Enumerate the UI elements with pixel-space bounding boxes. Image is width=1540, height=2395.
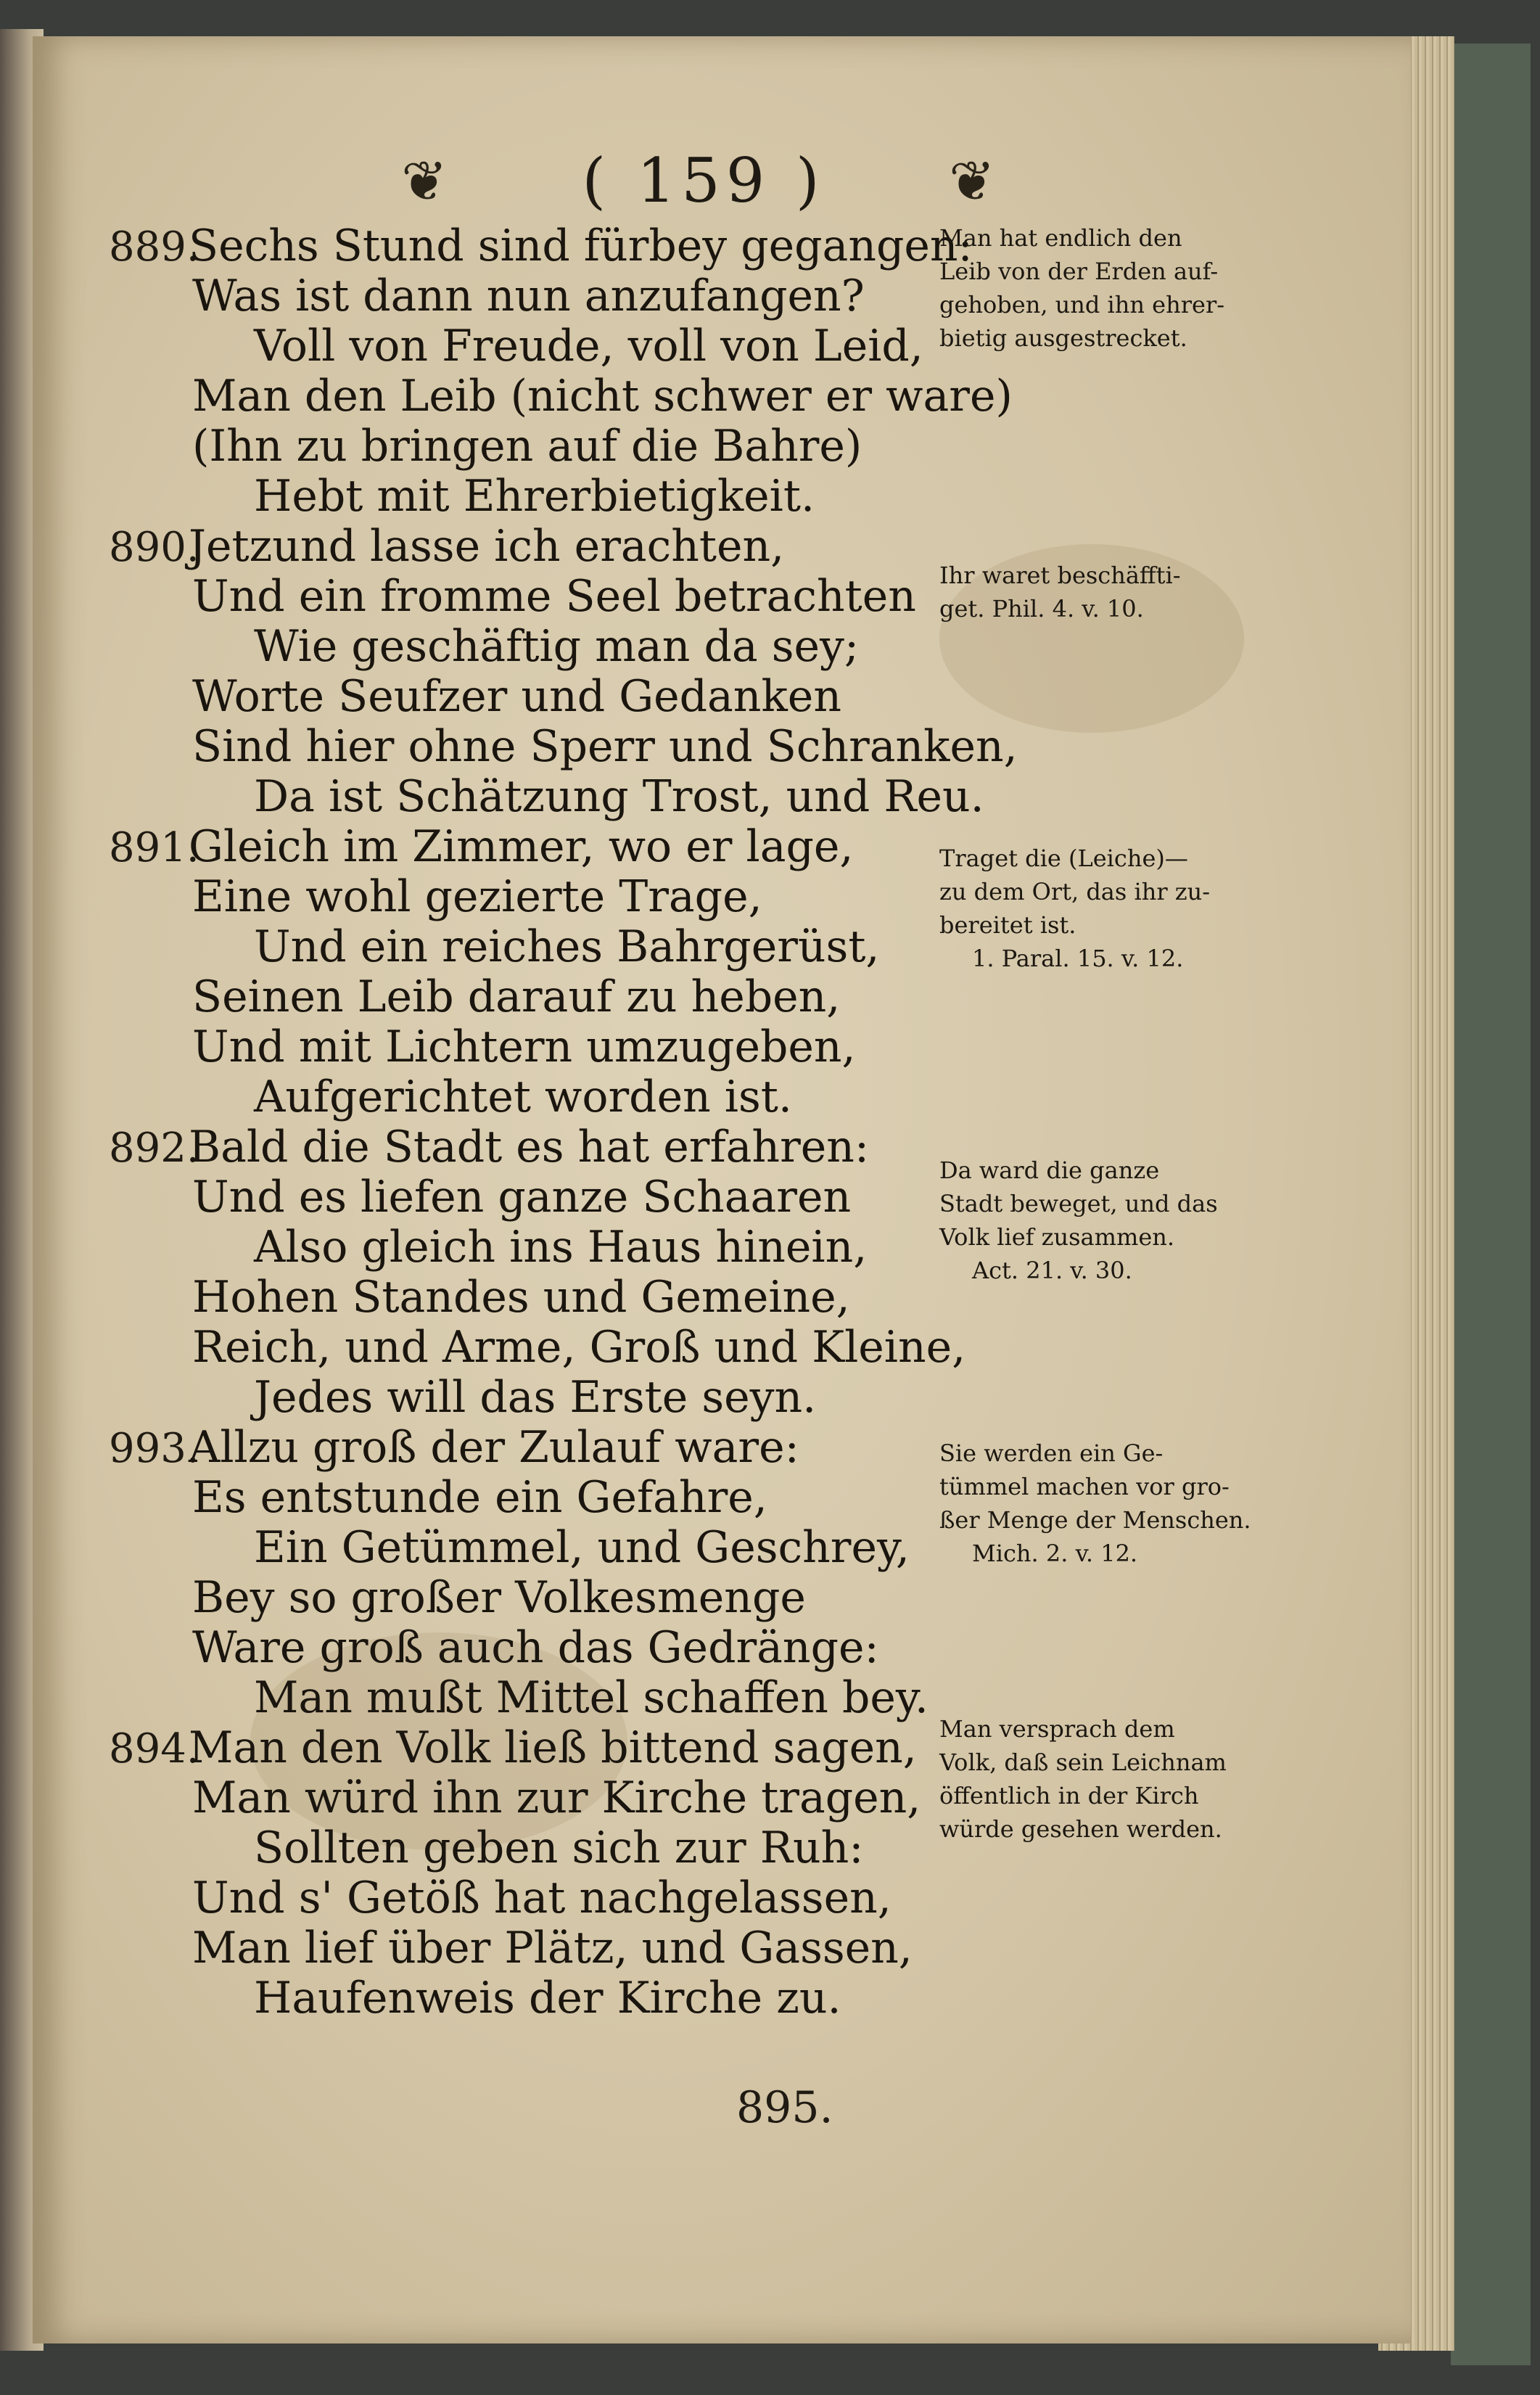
book-page [33,36,1411,2343]
verse-number: 892. [109,1125,199,1172]
margin-note-line: bietig ausgestrecket. [939,324,1187,352]
scripture-reference: Act. 21. v. 30. [972,1257,1132,1284]
verse-line: 891.Gleich im Zimmer, wo er lage, [109,821,854,872]
verse-number: 891. [109,824,199,871]
verse-line: Reich, und Arme, Groß und Kleine, [192,1322,966,1373]
verse-line: Bey so großer Volkesmenge [192,1572,806,1623]
verse-line: Eine wohl gezierte Trage, [192,871,762,922]
verse-number: 889. [109,223,199,271]
verse-line: Jedes will das Erste seyn. [254,1372,817,1423]
margin-note [939,1154,1280,1287]
verse-line: Ein Getümmel, und Geschrey, [254,1522,910,1573]
margin-note [939,221,1280,355]
verse-line: Es entstunde ein Gefahre, [192,1472,767,1523]
margin-note-line: Da ward die ganze [939,1157,1160,1184]
verse-line: Worte Seufzer und Gedanken [192,671,841,722]
verse-line: Was ist dann nun anzufangen? [192,271,865,321]
verse-line: Und ein reiches Bahrgerüst, [254,921,880,972]
verse-line: Da ist Schätzung Trost, und Reu. [254,771,984,822]
margin-note-line: Ihr waret beschäffti- [939,562,1181,589]
verse-line: Sollten geben sich zur Ruh: [254,1823,864,1873]
verse-line: Voll von Freude, voll von Leid, [254,321,923,371]
margin-note-line: Volk, daß sein Leichnam [939,1749,1227,1776]
margin-note-line: ßer Menge der Menschen. [939,1506,1251,1534]
verse-number: 993. [109,1425,199,1472]
margin-note-line: bereitet ist. [939,911,1076,939]
margin-note-line: Leib von der Erden auf- [939,258,1219,285]
margin-note [939,1712,1280,1846]
verse-line: 993.Allzu groß der Zulauf ware: [109,1422,799,1473]
margin-note [939,559,1280,625]
margin-note [939,1437,1280,1570]
margin-note-line: Stadt beweget, und das [939,1190,1218,1217]
verse-line: 892.Bald die Stadt es hat erfahren: [109,1122,870,1172]
margin-note-line: Traget die (Leiche)— [939,845,1188,872]
verse-line: Aufgerichtet worden ist. [254,1072,792,1122]
margin-note-line: zu dem Ort, das ihr zu- [939,878,1211,905]
verse-line: Man würd ihn zur Kirche tragen, [192,1772,921,1823]
verse-line: Man mußt Mittel schaffen bey. [254,1672,928,1723]
book-cover [1451,44,1531,2365]
margin-note-line: öffentlich in der Kirch [939,1782,1199,1809]
margin-note-line: würde gesehen werden. [939,1815,1222,1843]
verse-line: Haufenweis der Kirche zu. [254,1973,841,2024]
verse-number: 894. [109,1725,199,1772]
verse-line: 889.Sechs Stund sind fürbey gegangen: [109,221,973,271]
ornament-right-icon: ❦ [949,149,995,213]
page-header [33,138,1411,225]
verse-line: Und mit Lichtern umzugeben, [192,1022,856,1072]
verse-line: Und s' Getöß hat nachgelassen, [192,1873,892,1923]
verse-line: Man lief über Plätz, und Gassen, [192,1923,913,1973]
verse-line: Wie geschäftig man da sey; [254,621,860,672]
margin-note-line: gehoben, und ihn ehrer- [939,291,1225,319]
margin-note-line: get. Phil. 4. v. 10. [939,595,1144,623]
verse-line: Hohen Standes und Gemeine, [192,1272,850,1323]
verse-line: Seinen Leib darauf zu heben, [192,971,841,1022]
margin-note [939,842,1280,975]
verse-line: 890.Jetzund lasse ich erachten, [109,521,785,572]
margin-note-line: Man versprach dem [939,1715,1175,1743]
page-number: ( 159 ) [582,145,825,216]
verse-line: Sind hier ohne Sperr und Schranken, [192,721,1018,772]
margin-note-line: Volk lief zusammen. [939,1223,1175,1251]
verse-line: Man den Leib (nicht schwer er ware) [192,371,1013,422]
verse-line: (Ihn zu bringen auf die Bahre) [192,421,862,472]
scripture-reference: 1. Paral. 15. v. 12. [972,945,1184,972]
verse-line: 894.Man den Volk ließ bittend sagen, [109,1722,917,1773]
verse-line: Also gleich ins Haus hinein, [254,1222,868,1273]
margin-note-line: Man hat endlich den [939,224,1182,252]
catchword: 895. [736,2082,833,2133]
verse-number: 890. [109,524,199,571]
verse-line: Und es liefen ganze Schaaren [192,1172,852,1223]
margin-note-line: Sie werden ein Ge- [939,1439,1164,1467]
scripture-reference: Mich. 2. v. 12. [972,1540,1138,1567]
verse-line: Und ein fromme Seel betrachten [192,571,916,622]
verse-line: Ware groß auch das Gedränge: [192,1622,879,1673]
ornament-left-icon: ❦ [401,149,448,213]
verse-line: Hebt mit Ehrerbietigkeit. [254,471,815,522]
margin-note-line: tümmel machen vor gro- [939,1473,1230,1500]
